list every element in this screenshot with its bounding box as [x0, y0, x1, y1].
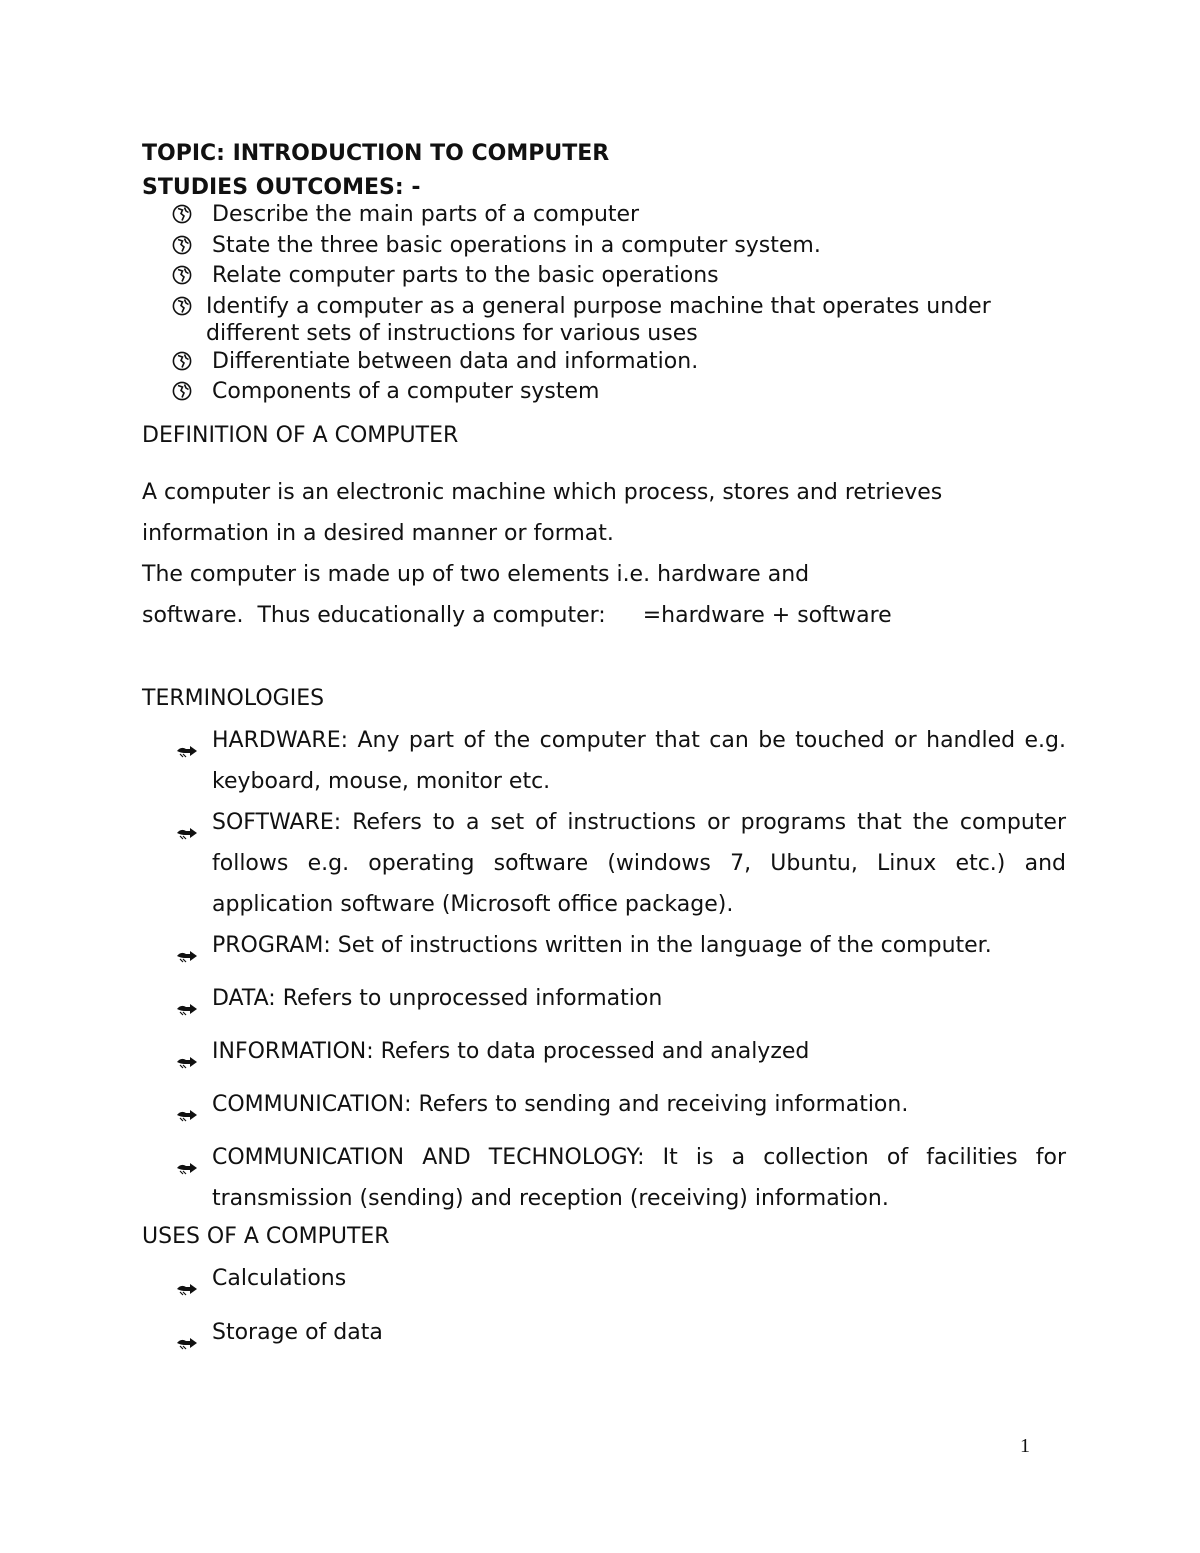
- list-item: [172, 348, 1072, 379]
- terminologies-heading: TERMINOLOGIES: [142, 686, 325, 711]
- list-item: [176, 802, 1066, 925]
- globe-icon: [172, 378, 202, 409]
- definition-line-4: [142, 595, 972, 636]
- word: made: [327, 562, 391, 587]
- outcome-text: State the three basic operations in a computer system.: [212, 232, 821, 258]
- definition-heading: DEFINITION OF A COMPUTER: [142, 423, 459, 448]
- list-item: [172, 378, 1072, 409]
- list-item: [176, 1137, 1066, 1219]
- term-text: COMMUNICATION: Refers to sending and receiving information.: [212, 1092, 909, 1117]
- list-item: [176, 1084, 1066, 1137]
- word: two: [460, 562, 501, 587]
- arrow-icon: [176, 1084, 212, 1137]
- outcome-text: Differentiate between data and information.: [212, 348, 699, 374]
- list-item: [176, 1312, 1066, 1366]
- list-item: [172, 232, 1072, 263]
- definition-line-1: A computer is an electronic machine which process, stores and retrieves: [142, 480, 943, 505]
- globe-icon: [172, 262, 202, 293]
- outcomes-list: [172, 201, 1072, 409]
- page-number: 1: [1020, 1435, 1030, 1457]
- globe-icon: [172, 348, 202, 379]
- globe-icon: [172, 232, 202, 263]
- definition-paragraph: [142, 472, 972, 636]
- outcome-text: Describe the main parts of a computer: [212, 202, 640, 227]
- list-item: [176, 1031, 1066, 1084]
- use-text: Calculations: [212, 1266, 347, 1291]
- globe-icon: [172, 201, 202, 232]
- word: hardware: [657, 562, 761, 587]
- word: and: [767, 562, 810, 587]
- arrow-icon: [176, 1258, 212, 1312]
- word: i.e.: [616, 562, 651, 587]
- arrow-icon: [176, 1031, 212, 1084]
- word: elements: [507, 562, 610, 587]
- arrow-icon: [176, 720, 212, 773]
- term-text: DATA: Refers to unprocessed information: [212, 986, 663, 1011]
- term-text: PROGRAM: Set of instructions written in the language of the computer.: [212, 933, 992, 958]
- outcome-text: Relate computer parts to the basic operations: [212, 263, 719, 288]
- terminologies-list: [176, 720, 1066, 1219]
- word: is: [303, 562, 321, 587]
- arrow-icon: [176, 978, 212, 1031]
- topic-heading: TOPIC: INTRODUCTION TO COMPUTER: [142, 141, 610, 166]
- definition-line-3: [142, 554, 964, 595]
- definition-line-2: information in a desired manner or format.: [142, 521, 614, 546]
- computer-formula: =hardware + software: [642, 603, 892, 628]
- word: up: [397, 562, 425, 587]
- term-text: HARDWARE: Any part of the computer that can be touched or handled e.g. keyboard, mouse, monitor etc.: [212, 728, 1066, 794]
- outcome-text: Components of a computer system: [212, 379, 600, 404]
- term-text: INFORMATION: Refers to data processed and analyzed: [212, 1039, 810, 1064]
- word: The: [142, 562, 183, 587]
- word: of: [431, 562, 454, 587]
- use-text: Storage of data: [212, 1320, 383, 1345]
- arrow-icon: [176, 925, 212, 978]
- term-text: COMMUNICATION AND TECHNOLOGY: It is a collection of facilities for transmission (sending) and reception (receiving) information.: [212, 1145, 1066, 1211]
- list-item: [172, 262, 1072, 293]
- word: computer: [189, 562, 297, 587]
- outcome-text: Identify a computer as a general purpose machine that operates under different sets of instructions for various uses: [206, 293, 991, 346]
- arrow-icon: [176, 1312, 212, 1366]
- arrow-icon: [176, 802, 212, 855]
- list-item: [176, 720, 1066, 802]
- term-text: SOFTWARE: Refers to a set of instructions or programs that the computer follows e.g. operating software (windows 7, Ubuntu, Linux etc.) and application software (Microsoft office package).: [212, 810, 1066, 917]
- uses-list: [176, 1258, 1066, 1366]
- list-item: [176, 1258, 1066, 1312]
- list-item: [176, 925, 1066, 978]
- list-item: [176, 978, 1066, 1031]
- list-item: [172, 293, 1072, 348]
- outcomes-heading: STUDIES OUTCOMES: -: [142, 175, 421, 200]
- definition-line-4-text: software. Thus educationally a computer:: [142, 603, 606, 628]
- uses-heading: USES OF A COMPUTER: [142, 1224, 390, 1249]
- list-item: [172, 201, 1072, 232]
- arrow-icon: [176, 1137, 212, 1190]
